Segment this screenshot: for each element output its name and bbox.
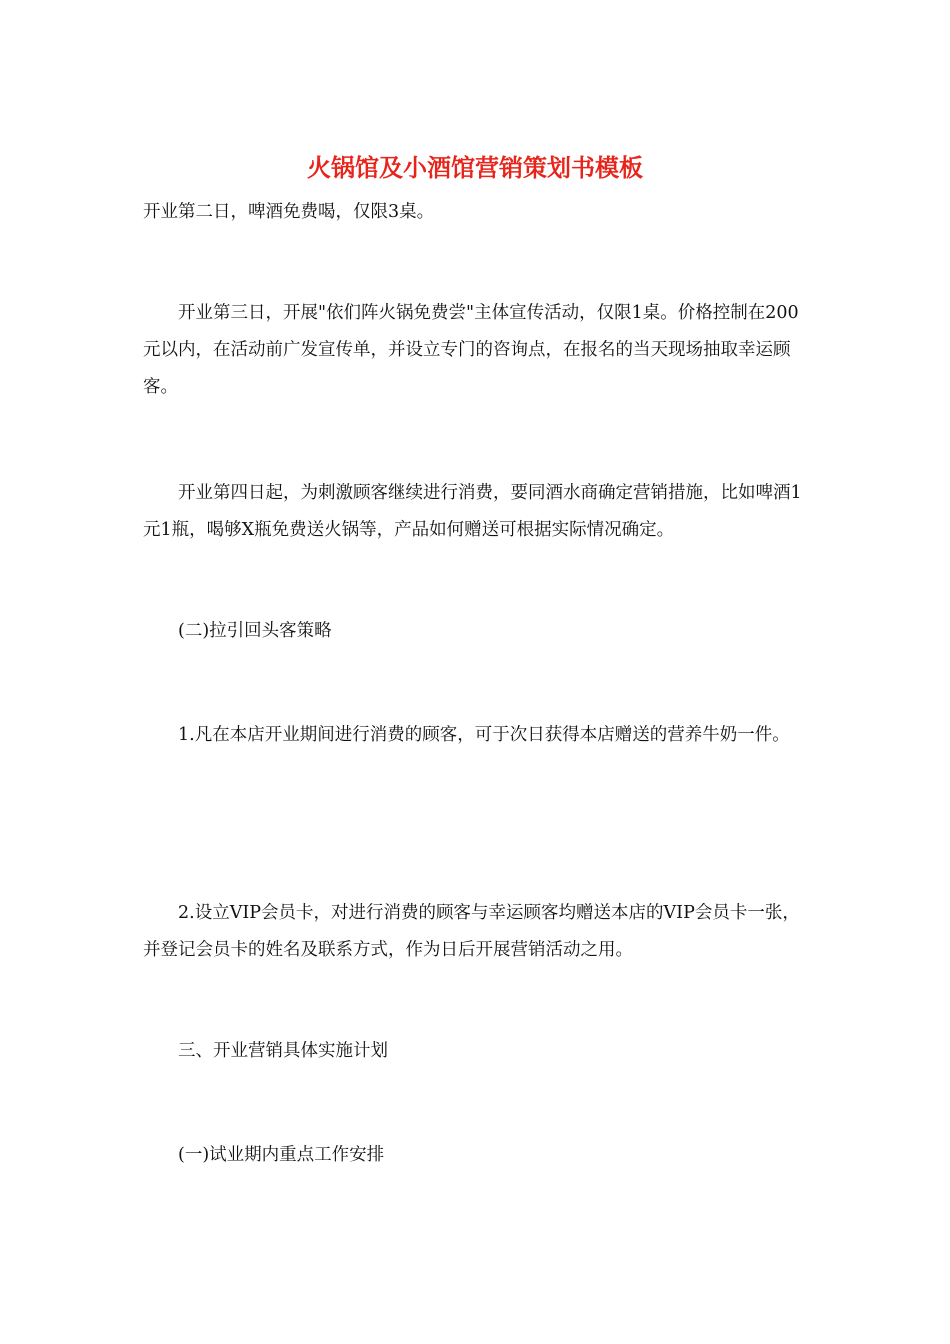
section-heading-implementation-plan: 三、开业营销具体实施计划 bbox=[178, 1041, 388, 1061]
paragraph-item-2: 2.设立VIP会员卡，对进行消费的顾客与幸运顾客均赠送本店的VIP会员卡一张，并登记会员卡的姓名及联系方式，作为日后开展营销活动之用。 bbox=[143, 903, 800, 960]
paragraph-day-three: 开业第三日，开展"依们阵火锅免费尝"主体宣传活动，仅限1桌。价格控制在200元以内，在活动前广发宣传单，并设立专门的咨询点，在报名的当天现场抽取幸运顾客。 bbox=[143, 303, 799, 397]
paragraph-day-four: 开业第四日起，为刺激顾客继续进行消费，要同酒水商确定营销措施，比如啤酒1元1瓶，喝够X瓶免费送火锅等，产品如何赠送可根据实际情况确定。 bbox=[143, 483, 802, 540]
document-title: 火锅馆及小酒馆营销策划书模板 bbox=[307, 154, 643, 182]
paragraph-item-1: 1.凡在本店开业期间进行消费的顾客，可于次日获得本店赠送的营养牛奶一件。 bbox=[178, 725, 790, 745]
paragraph-day-two: 开业第二日，啤酒免费喝，仅限3桌。 bbox=[143, 202, 435, 222]
section-heading-repeat-customers: (二)拉引回头客策略 bbox=[178, 621, 332, 641]
section-heading-trial-period: (一)试业期内重点工作安排 bbox=[178, 1145, 385, 1165]
